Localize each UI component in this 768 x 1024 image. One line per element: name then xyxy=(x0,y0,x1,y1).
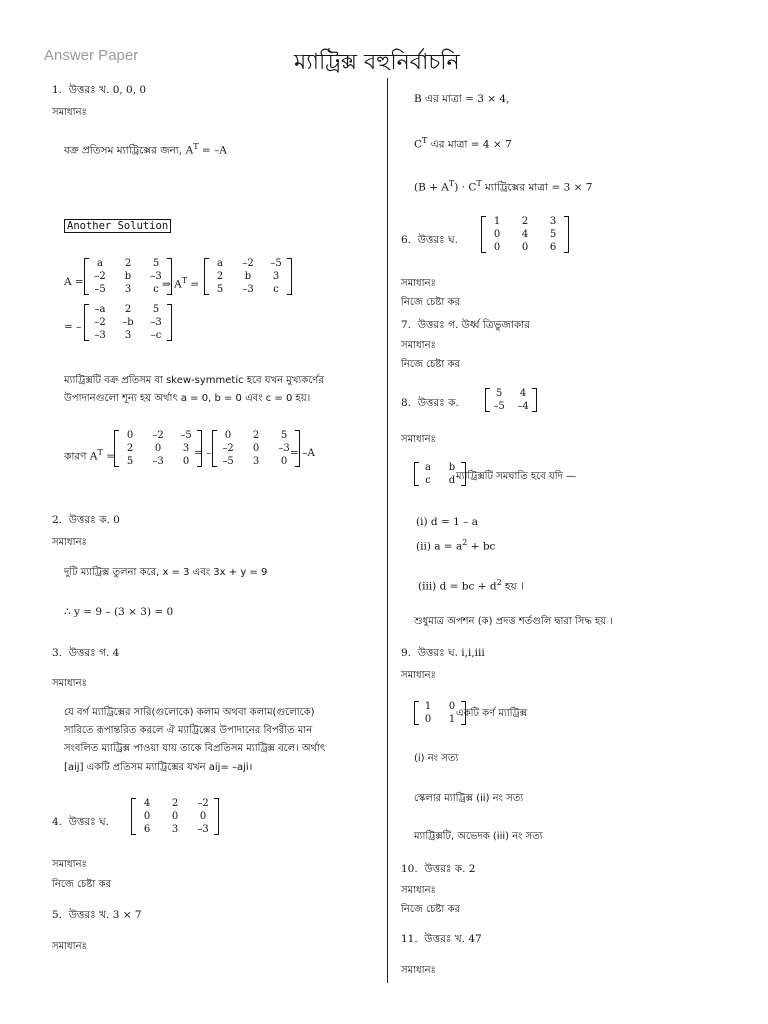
q2-line2: ∴ y = 9 – (3 × 3) = 0 xyxy=(64,606,174,618)
q7-solution-label: সমাধানঃ xyxy=(401,340,436,351)
q8-solution-label: সমাধানঃ xyxy=(401,434,436,445)
q6-try: নিজে চেষ্টা কর xyxy=(401,297,460,308)
q4-solution-label: সমাধানঃ xyxy=(52,859,87,870)
q9-answer: 9. উত্তরঃ ঘ. i,i,iii xyxy=(401,647,485,659)
q8-i: (i) d = 1 – a xyxy=(416,516,478,528)
q3-p1: যে বর্গ ম্যাট্রিক্সের সারি(গুলোকে) কলাম অথবা কলাম(গুলোকে) xyxy=(64,707,315,718)
q11-answer: 11. উত্তরঃ খ. 47 xyxy=(401,933,482,945)
q1-para1: ম্যাট্রিক্সটি বক্র প্রতিসম বা skew-symmetic হবে যখন মুখ্যকর্ণের xyxy=(64,375,324,386)
watermark: Answer Paper xyxy=(44,47,139,64)
q3-p2: সারিতে রূপান্তরিত করলে ঐ ম্যাট্রিক্সের উপাদানের বিপরীত মান xyxy=(64,725,313,736)
q1-line1: বক্র প্রতিসম ম্যাট্রিক্সের জন্য, $A^T = -A$ xyxy=(64,142,227,157)
karon-label: কারণ $A^T$ = xyxy=(64,448,115,463)
matrix-1: 0 –2 –5 2 0 3 5 –3 0 xyxy=(114,430,202,467)
r-line1: B এর মাত্রা = 3 × 4, xyxy=(414,93,510,105)
eq-minus-A: = –A xyxy=(290,447,315,459)
matrix-A-label: A = xyxy=(64,276,84,288)
q3-p4: [aij] একটি প্রতিসম ম্যাট্রিক্সের যখন aij= –aji। xyxy=(64,762,253,773)
q10-answer: 10. উত্তরঃ ক. 2 xyxy=(401,863,476,875)
page-title: ম্যাট্রিক্স বহুনির্বাচনি xyxy=(294,50,460,75)
q8-only: শুধুমাত্র অপশন (ক) প্রদত্ত শর্তগুলি দ্বারা সিদ্ধ হয় । xyxy=(414,616,613,627)
q8-iii: (iii) d = bc + $d^2$ হয় । xyxy=(418,578,524,593)
q9-l1: (i) নং সত্য xyxy=(414,753,459,764)
matrix-2: 0 2 5 –2 0 –3 –5 3 0 xyxy=(212,430,300,467)
q10-try: নিজে চেষ্টা কর xyxy=(401,904,460,915)
q5-answer: 5. উত্তরঃ খ. 3 × 7 xyxy=(52,909,142,921)
eq-neg: = – xyxy=(194,447,212,459)
q6-answer: 6. উত্তরঃ ঘ. xyxy=(401,234,458,246)
q4-answer: 4. উত্তরঃ ঘ. xyxy=(52,816,109,828)
q6-matrix: 1 2 3 0 4 5 0 0 6 xyxy=(481,216,569,253)
matrix-A: a 2 5 –2 b –3 –5 3 c xyxy=(84,258,172,295)
q1-answer: 1. উত্তরঃ খ. 0, 0, 0 xyxy=(52,84,147,96)
q8-answer: 8. উত্তরঃ ক. xyxy=(401,397,459,409)
q9-solution-label: সমাধানঃ xyxy=(401,670,436,681)
q5-solution-label: সমাধানঃ xyxy=(52,941,87,952)
q11-solution-label: সমাধানঃ xyxy=(401,965,436,976)
q4-matrix: 4 2 –2 0 0 0 6 3 –3 xyxy=(131,798,219,835)
matrix-negative: –a 2 5 –2 –b –3 –3 3 –c xyxy=(84,304,172,341)
q2-solution-label: সমাধানঃ xyxy=(52,537,87,548)
neg-label: = – xyxy=(64,321,82,333)
q3-answer: 3. উত্তরঃ গ. 4 xyxy=(52,647,120,659)
r-line3: $(B + A^T) \cdot C^T$ ম্যাট্রিক্সের মাত্রা = 3 × 7 xyxy=(414,179,593,194)
q7-try: নিজে চেষ্টা কর xyxy=(401,359,460,370)
q2-answer: 2. উত্তরঃ ক. 0 xyxy=(52,514,120,526)
q9-matrix: 1 0 0 1 xyxy=(414,701,466,725)
q8-ii: (ii) $a = a^2$ + bc xyxy=(416,538,496,553)
q9-l2: স্কেলার ম্যাট্রিক্স (ii) নং সত্য xyxy=(414,793,524,804)
another-solution-box: Another Solution xyxy=(64,219,171,233)
q8-abcd-matrix: a b c d xyxy=(414,462,466,486)
q1-solution-label: সমাধানঃ xyxy=(52,107,87,118)
q8-condition: ম্যাট্রিক্সটি সমঘাতি হবে যদি — xyxy=(456,471,576,482)
q2-line1: দুটি ম্যাট্রিক্স তুলনা করে, x = 3 এবং 3x + y = 9 xyxy=(64,567,268,578)
q8-matrix: 5 4 –5 –4 xyxy=(485,388,537,412)
r-line2: $C^T$ এর মাত্রা = 4 × 7 xyxy=(414,136,512,151)
q7-answer: 7. উত্তরঃ গ. উর্ধ্ব ত্রিভুজাকার xyxy=(401,319,531,331)
q1-para2: উপাদানগুলো শূন্য হয় অর্থাৎ a = 0, b = 0 এবং c = 0 হয়। xyxy=(64,393,311,404)
matrix-AT: a –2 –5 2 b 3 5 –3 c xyxy=(204,258,292,295)
q4-try: নিজে চেষ্টা কর xyxy=(52,879,111,890)
q9-l3: ম্যাট্রিক্সটি, অভেদক (iii) নং সত্য xyxy=(414,831,543,842)
matrix-AT-label: ⇒ $A^T$ = xyxy=(162,276,200,291)
column-divider xyxy=(387,78,388,983)
q9-diag: একটি কর্ণ ম্যাট্রিক্স xyxy=(456,708,527,719)
q3-solution-label: সমাধানঃ xyxy=(52,678,87,689)
q3-p3: সংবলিত ম্যাট্রিক্স পাওয়া যায় তাকে বিপ্রতিসম ম্যাট্রিক্স বলে। অর্থাৎ xyxy=(64,743,326,754)
q6-solution-label: সমাধানঃ xyxy=(401,278,436,289)
q10-solution-label: সমাধানঃ xyxy=(401,885,436,896)
